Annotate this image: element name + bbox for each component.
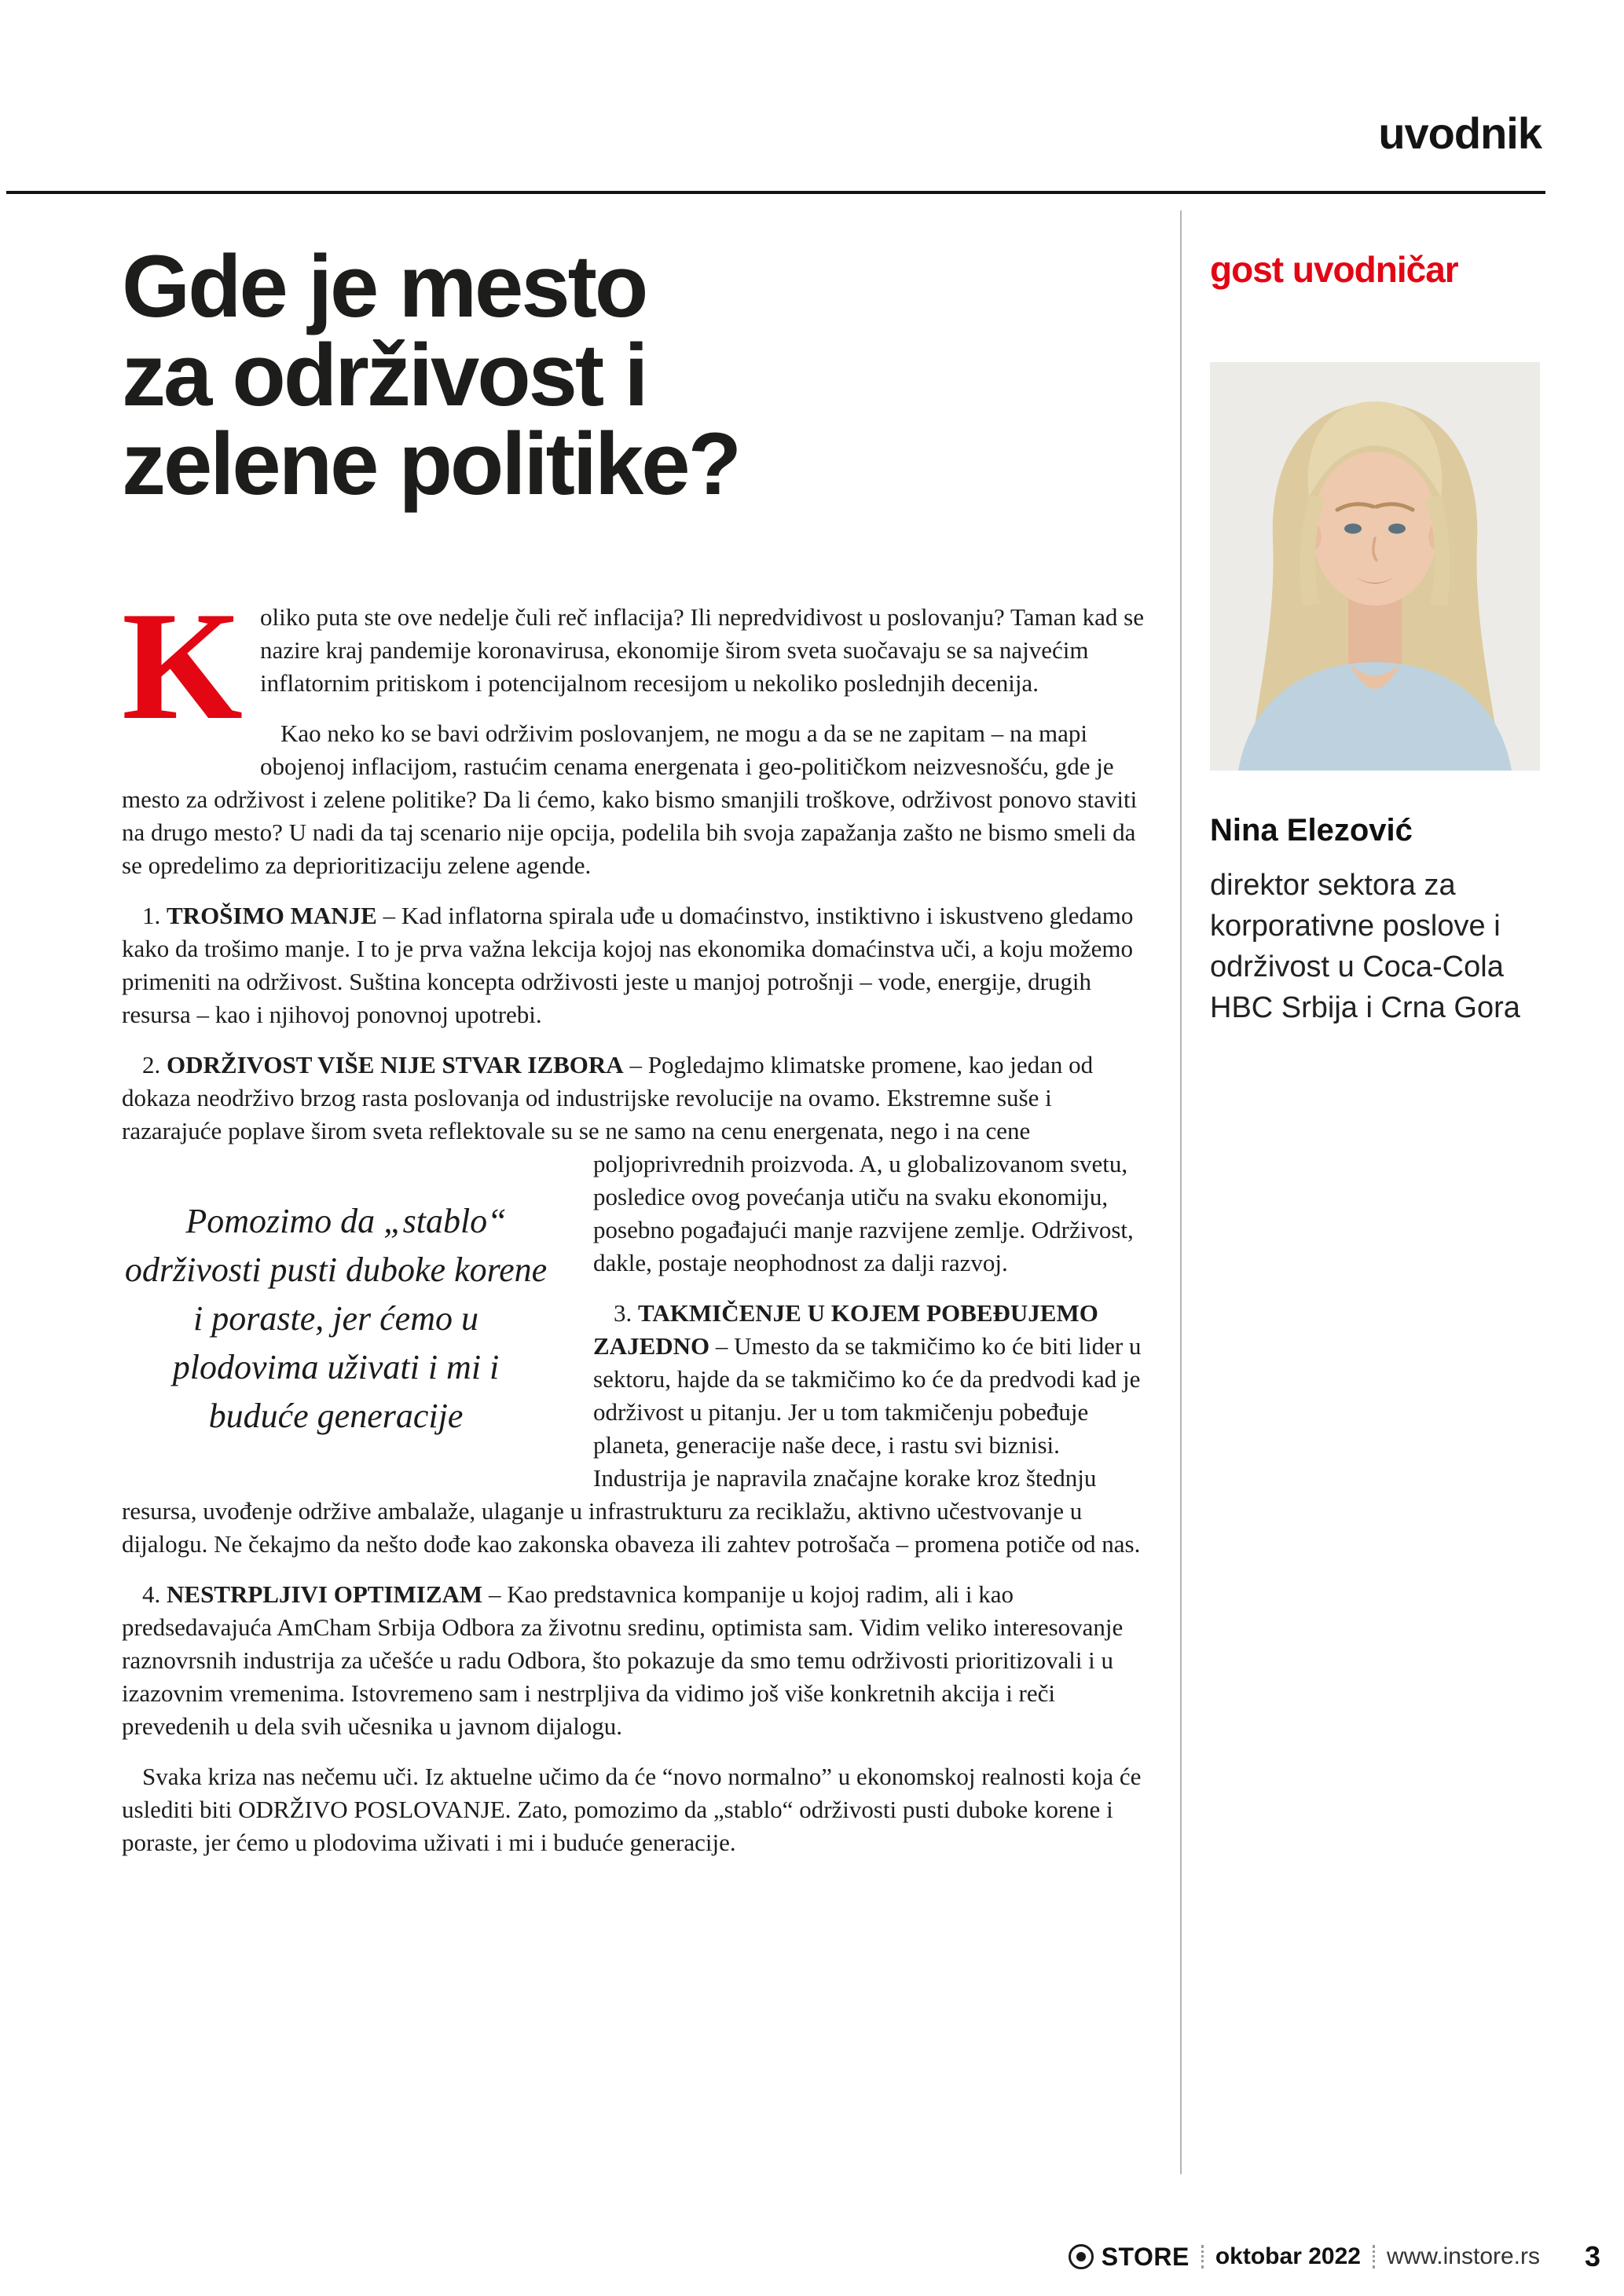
article-paragraph-2 bbox=[122, 717, 1147, 882]
article-item-1 bbox=[122, 899, 1147, 1031]
author-title: direktor sektora za korporativne poslove i održivost u Coca-Cola HBC Srbija i Crna Gora bbox=[1210, 868, 1520, 1024]
footer-separator bbox=[1201, 2245, 1204, 2269]
item-text: – Pogledajmo klimatske promene, kao jedan od dokaza neodrživo brzog rasta poslovanja od industrijske revolucije na ovamo. Ekstremne suše i razarajuće poplave širom sveta reflektovale su se ne samo na cenu energenata, nego i na cene poljoprivrednih proizvoda. A, u globalizovanom svetu, bbox=[122, 1051, 1128, 1177]
article-title-line-1: Gde je mesto bbox=[122, 237, 647, 335]
item-heading: NESTRPLJIVI OPTIMIZAM bbox=[167, 1580, 483, 1608]
item-number: 1. bbox=[142, 902, 161, 929]
footer-brand: STORE bbox=[1101, 2243, 1190, 2271]
store-logo-icon bbox=[1069, 2244, 1094, 2269]
item-heading: ODRŽIVOST VIŠE NIJE STVAR IZBORA bbox=[167, 1051, 624, 1078]
footer-website-link[interactable]: www.instore.rs bbox=[1386, 2243, 1540, 2269]
item-number: 4. bbox=[142, 1580, 161, 1608]
section-label: uvodnik bbox=[1378, 108, 1542, 158]
closing-text: Svaka kriza nas nečemu uči. Iz aktuelne učimo da će “novo normalno” u ekonomskoj realnosti koja će uslediti biti ODRŽIVO POSLOVANJE. Zato, pomozimo da „stablo“ održivosti pusti duboke korene i poraste, jer ćemo u plodovima uživati i mi i buduće generacije. bbox=[122, 1763, 1142, 1856]
footer-separator bbox=[1373, 2245, 1375, 2269]
author-photo bbox=[1210, 362, 1540, 771]
author-name: Nina Elezović bbox=[1210, 812, 1413, 848]
item-heading: TROŠIMO MANJE bbox=[167, 902, 377, 929]
article-title-line-3: zelene politike? bbox=[122, 415, 739, 513]
item-heading: TAKMIČENJE U KOJEM POBEĐUJEMO ZAJEDNO bbox=[593, 1299, 1098, 1360]
article-closing-paragraph bbox=[122, 1760, 1147, 1859]
drop-cap: K bbox=[122, 580, 244, 752]
item-text: – Umesto da se takmičimo ko će biti lider u sektoru, hajde da se takmičimo ko će da predvodi kad je održivost u pitanju. Jer u tom takmičenju pobeđuje planeta, generacije naše dece, i rastu svi biznisi. Industrija je napravila značajne korake kroz štednju resursa, uvođenje održive ambalaže, ulaganje u infrastrukturu za reciklažu, aktivno učestvovanje u dijalogu. Ne čekajmo da nešto dođe kao zakonska obaveza ili zahtev potrošača – promena potiče od nas. bbox=[122, 1332, 1142, 1558]
pull-quote: Pomozimo da „stablo“ održivosti pusti duboke korene i poraste, jer ćemo u plodovima uživati i mi i buduće generacije bbox=[124, 1202, 548, 1435]
paragraph-text: Kao neko ko se bavi održivim poslovanjem, ne mogu a da se ne zapitam – na mapi obojenoj inflacijom, rastućim cenama energenata i geo-političkom neizvesnošću, gde je mesto za održivost i zelene politike? Da li ćemo, kako bismo smanjili troškove, održivost ponovo staviti na drugo mesto? U nadi da taj scenario nije opcija, podelila bih svoja zapažanja zašto ne bismo smeli da se opredelimo za deprioritizaciju zelene agende. bbox=[122, 720, 1138, 879]
article-intro-paragraph bbox=[122, 580, 1147, 752]
item-text-continued: posledice ovog povećanja utiču na svaku ekonomiju, posebno pogađajući manje razvijene zemlje. Održivost, dakle, postaje neophodnost za dalji razvoj. bbox=[593, 1183, 1134, 1276]
item-number: 3. bbox=[614, 1299, 632, 1327]
footer-date: oktobar 2022 bbox=[1215, 2243, 1361, 2269]
footer bbox=[1069, 2244, 1540, 2269]
article-title-line-2: za održivost i bbox=[122, 326, 647, 424]
article-column bbox=[122, 237, 1147, 1859]
guest-editor-label: gost uvodničar bbox=[1210, 249, 1458, 290]
article-item-4 bbox=[122, 1578, 1147, 1743]
top-rule bbox=[6, 191, 1545, 194]
item-number: 2. bbox=[142, 1051, 161, 1078]
article-title bbox=[122, 237, 1147, 513]
page-number: 3 bbox=[1584, 2240, 1600, 2272]
sidebar bbox=[1210, 250, 1540, 1028]
column-divider bbox=[1180, 211, 1182, 2174]
item-text: – Kao predstavnica kompanije u kojoj radim, ali i kao predsedavajuća AmCham Srbija Odbora za životnu sredinu, optimista sam. Vidim veliko interesovanje raznovrsnih industrija za učešće u radu Odbora, što pokazuje da smo temu održivosti prioritizovali i u izazovnim vremenima. Istovremeno sam i nestrpljiva da vidimo još više konkretnih akcija i reči prevedenih u dela svih učesnika u javnom dijalogu. bbox=[122, 1580, 1124, 1740]
intro-text: oliko puta ste ove nedelje čuli reč inflacija? Ili nepredvidivost u poslovanju? Taman kad se nazire kraj pandemije koronavirusa, ekonomije širom sveta suočavaju se sa najvećim inflatornim pritiskom i potencijalnom recesijom u nekoliko poslednjih decenija. bbox=[260, 603, 1144, 697]
item-text: – Kad inflatorna spirala uđe u domaćinstvo, instiktivno i iskustveno gledamo kako da trošimo manje. I to je prva važna lekcija kojoj nas ekonomika domaćinstva uči, a koju možemo primeniti na održivost. Suština koncepta održivosti jeste u manjoj potrošnji – vode, energije, drugih resursa – kao i njihovoj ponovnoj upotrebi. bbox=[122, 902, 1134, 1028]
